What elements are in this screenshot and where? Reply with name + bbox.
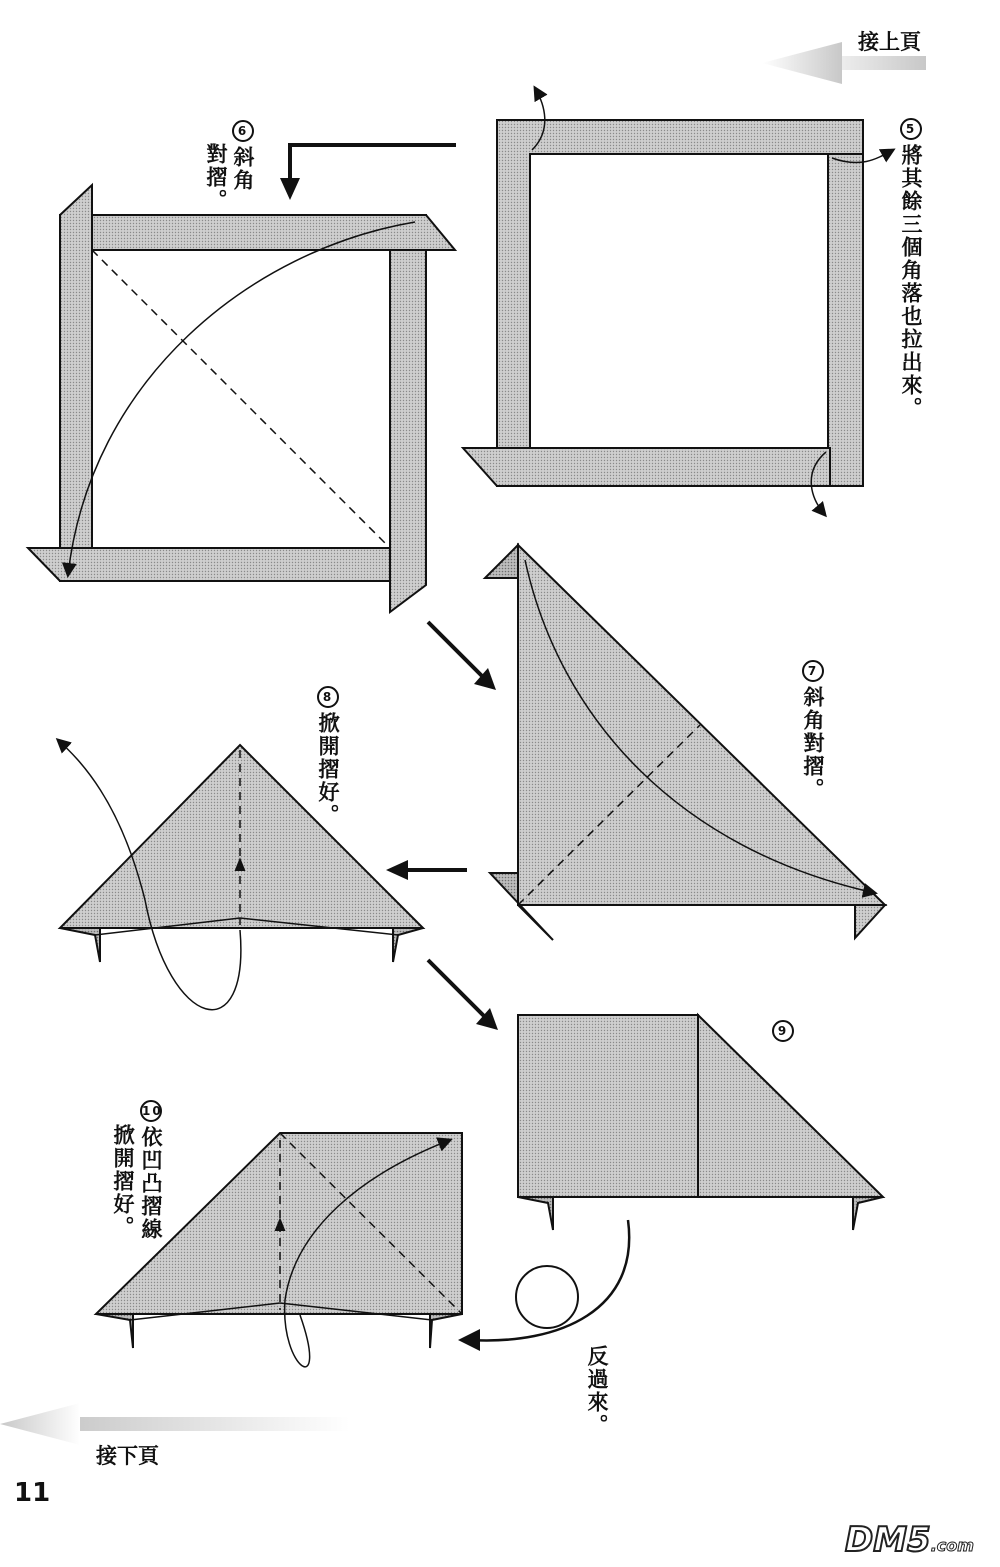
step7-caption [800, 660, 826, 801]
step7-text: 斜角對摺。 [801, 686, 825, 801]
step-arrow-5-6 [290, 145, 456, 195]
step6-text-1: 斜角 [231, 146, 255, 192]
watermark-suffix: .com [930, 1536, 974, 1555]
step-arrow-8-9 [428, 960, 490, 1022]
step6-number: 6 [232, 120, 254, 142]
step-arrow-7-8-head [386, 860, 408, 880]
flip-label: 反過來。 [585, 1345, 609, 1437]
step-arrow-5-6-head [280, 178, 300, 200]
step8-text: 掀開摺好。 [316, 712, 340, 827]
flip-symbol [458, 1220, 629, 1351]
step5-caption [898, 118, 924, 420]
step10-number: 10 [140, 1100, 162, 1122]
step6-text-2: 對摺。 [204, 143, 228, 212]
next-page-arrow [0, 1403, 350, 1445]
step5-figure [463, 88, 893, 515]
step10-text-1: 依凹凸摺線 [139, 1126, 163, 1241]
step9-caption [770, 1020, 796, 1046]
step6-figure [28, 185, 455, 612]
step7-number: 7 [802, 660, 824, 682]
next-page-label: 接下頁 [96, 1444, 159, 1468]
prev-page-label: 接上頁 [858, 30, 921, 54]
step10-caption-col1 [138, 1100, 164, 1241]
step5-number: 5 [900, 118, 922, 140]
step8-caption [315, 686, 341, 827]
watermark-logo [845, 1520, 974, 1560]
step6-caption-col1 [230, 120, 256, 192]
step9-figure [518, 1015, 883, 1230]
step8-figure [58, 740, 423, 1010]
watermark-main: DM5 [845, 1520, 931, 1560]
step5-text: 將其餘三個角落也拉出來。 [899, 144, 923, 420]
step-arrow-6-7 [428, 622, 488, 682]
step9-number: 9 [772, 1020, 794, 1042]
page-number: 11 [14, 1478, 51, 1508]
step10-text-2: 掀開摺好。 [111, 1124, 135, 1239]
step8-number: 8 [317, 686, 339, 708]
